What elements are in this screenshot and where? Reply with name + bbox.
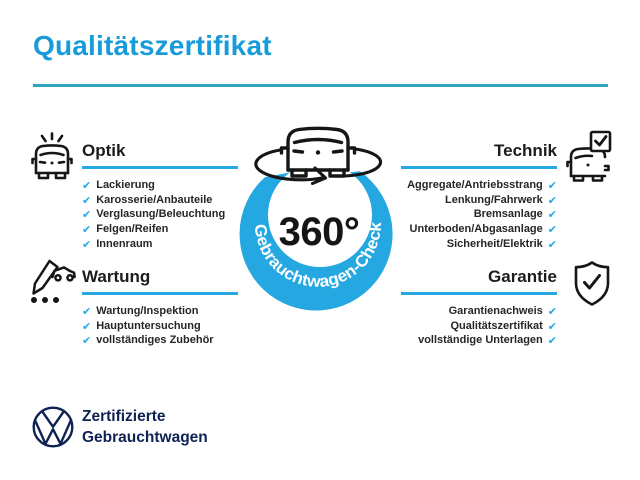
checklist-item-label: Lenkung/Fahrwerk <box>444 193 543 206</box>
check-icon: ✔ <box>82 334 92 348</box>
degree-label: 360° <box>278 210 360 254</box>
checklist-item-label: Wartung/Inspektion <box>96 304 199 317</box>
checklist-row <box>82 304 238 319</box>
section-garantie <box>401 268 557 348</box>
checklist-row <box>82 178 238 193</box>
section-divider-technik <box>401 166 557 169</box>
checklist-item-label: Aggregate/Antriebsstrang <box>407 178 543 191</box>
checklist-row <box>401 207 557 222</box>
checklist-item-label: Qualitätszertifikat <box>450 319 543 332</box>
check-icon: ✔ <box>82 319 92 333</box>
checklist-item-label: Garantienachweis <box>448 304 543 317</box>
checklist-item-label: Felgen/Reifen <box>96 222 169 235</box>
section-title-optik: Optik <box>82 141 126 160</box>
section-title-wartung: Wartung <box>82 267 151 286</box>
check-icon: ✔ <box>547 237 557 251</box>
check-icon: ✔ <box>547 222 557 236</box>
checklist-row <box>82 319 238 334</box>
checklist-item-label: Bremsanlage <box>473 208 543 221</box>
checklist-row <box>82 237 238 252</box>
checklist-item-label: Hauptuntersuchung <box>96 319 201 332</box>
checklist-item-label: Innenraum <box>96 237 153 250</box>
car-checkbox-icon <box>562 128 616 184</box>
checklist-item-label: vollständiges Zubehör <box>96 334 214 347</box>
check-icon: ✔ <box>547 334 557 348</box>
checklist-row <box>401 304 557 319</box>
checklist-row <box>401 237 557 252</box>
checklist-item-label: Verglasung/Beleuchtung <box>96 208 226 221</box>
brand-claim-line2: Gebrauchtwagen <box>82 428 208 446</box>
checklist-row <box>401 319 557 334</box>
checklist-row <box>401 178 557 193</box>
checklist-wartung <box>82 304 238 348</box>
section-divider-optik <box>82 166 238 169</box>
checklist-technik <box>401 178 557 251</box>
section-wartung <box>82 268 238 348</box>
checklist-row <box>82 222 238 237</box>
pen-checklist-car-icon <box>23 255 77 309</box>
section-title-garantie: Garantie <box>488 267 557 286</box>
brand-claim-line1: Zertifizierte <box>82 408 166 425</box>
check-icon: ✔ <box>82 304 92 318</box>
checklist-item-label: Lackierung <box>96 178 155 191</box>
header-divider <box>33 84 608 87</box>
shield-check-icon <box>572 259 612 309</box>
check-icon: ✔ <box>82 237 92 251</box>
section-divider-garantie <box>401 292 557 295</box>
360-check-badge <box>238 118 414 320</box>
brand-claim <box>82 407 208 448</box>
section-optik <box>82 142 238 251</box>
check-icon: ✔ <box>547 304 557 318</box>
checklist-row <box>82 207 238 222</box>
checklist-item-label: Sicherheit/Elektrik <box>446 237 543 250</box>
ring-label: Gebrauchtwagen-Check <box>250 222 386 292</box>
vw-logo <box>32 406 74 448</box>
checklist-row <box>401 333 557 348</box>
checklist-item-label: Unterboden/Abgasanlage <box>409 222 543 235</box>
check-icon: ✔ <box>547 193 557 207</box>
checklist-garantie <box>401 304 557 348</box>
check-icon: ✔ <box>547 178 557 192</box>
checklist-item-label: vollständige Unterlagen <box>418 334 543 347</box>
section-divider-wartung <box>82 292 238 295</box>
check-icon: ✔ <box>547 208 557 222</box>
check-icon: ✔ <box>82 222 92 236</box>
checklist-row <box>401 193 557 208</box>
check-icon: ✔ <box>82 193 92 207</box>
check-icon: ✔ <box>82 178 92 192</box>
car-shine-icon <box>25 128 79 184</box>
checklist-row <box>82 333 238 348</box>
section-title-technik: Technik <box>494 141 557 160</box>
page-title: Qualitätszertifikat <box>33 30 272 61</box>
car-rotation-icon <box>256 128 381 183</box>
checklist-item-label: Karosserie/Anbauteile <box>96 193 213 206</box>
checklist-row <box>82 193 238 208</box>
check-icon: ✔ <box>82 208 92 222</box>
checklist-optik <box>82 178 238 251</box>
section-technik <box>401 142 557 251</box>
checklist-row <box>401 222 557 237</box>
check-icon: ✔ <box>547 319 557 333</box>
